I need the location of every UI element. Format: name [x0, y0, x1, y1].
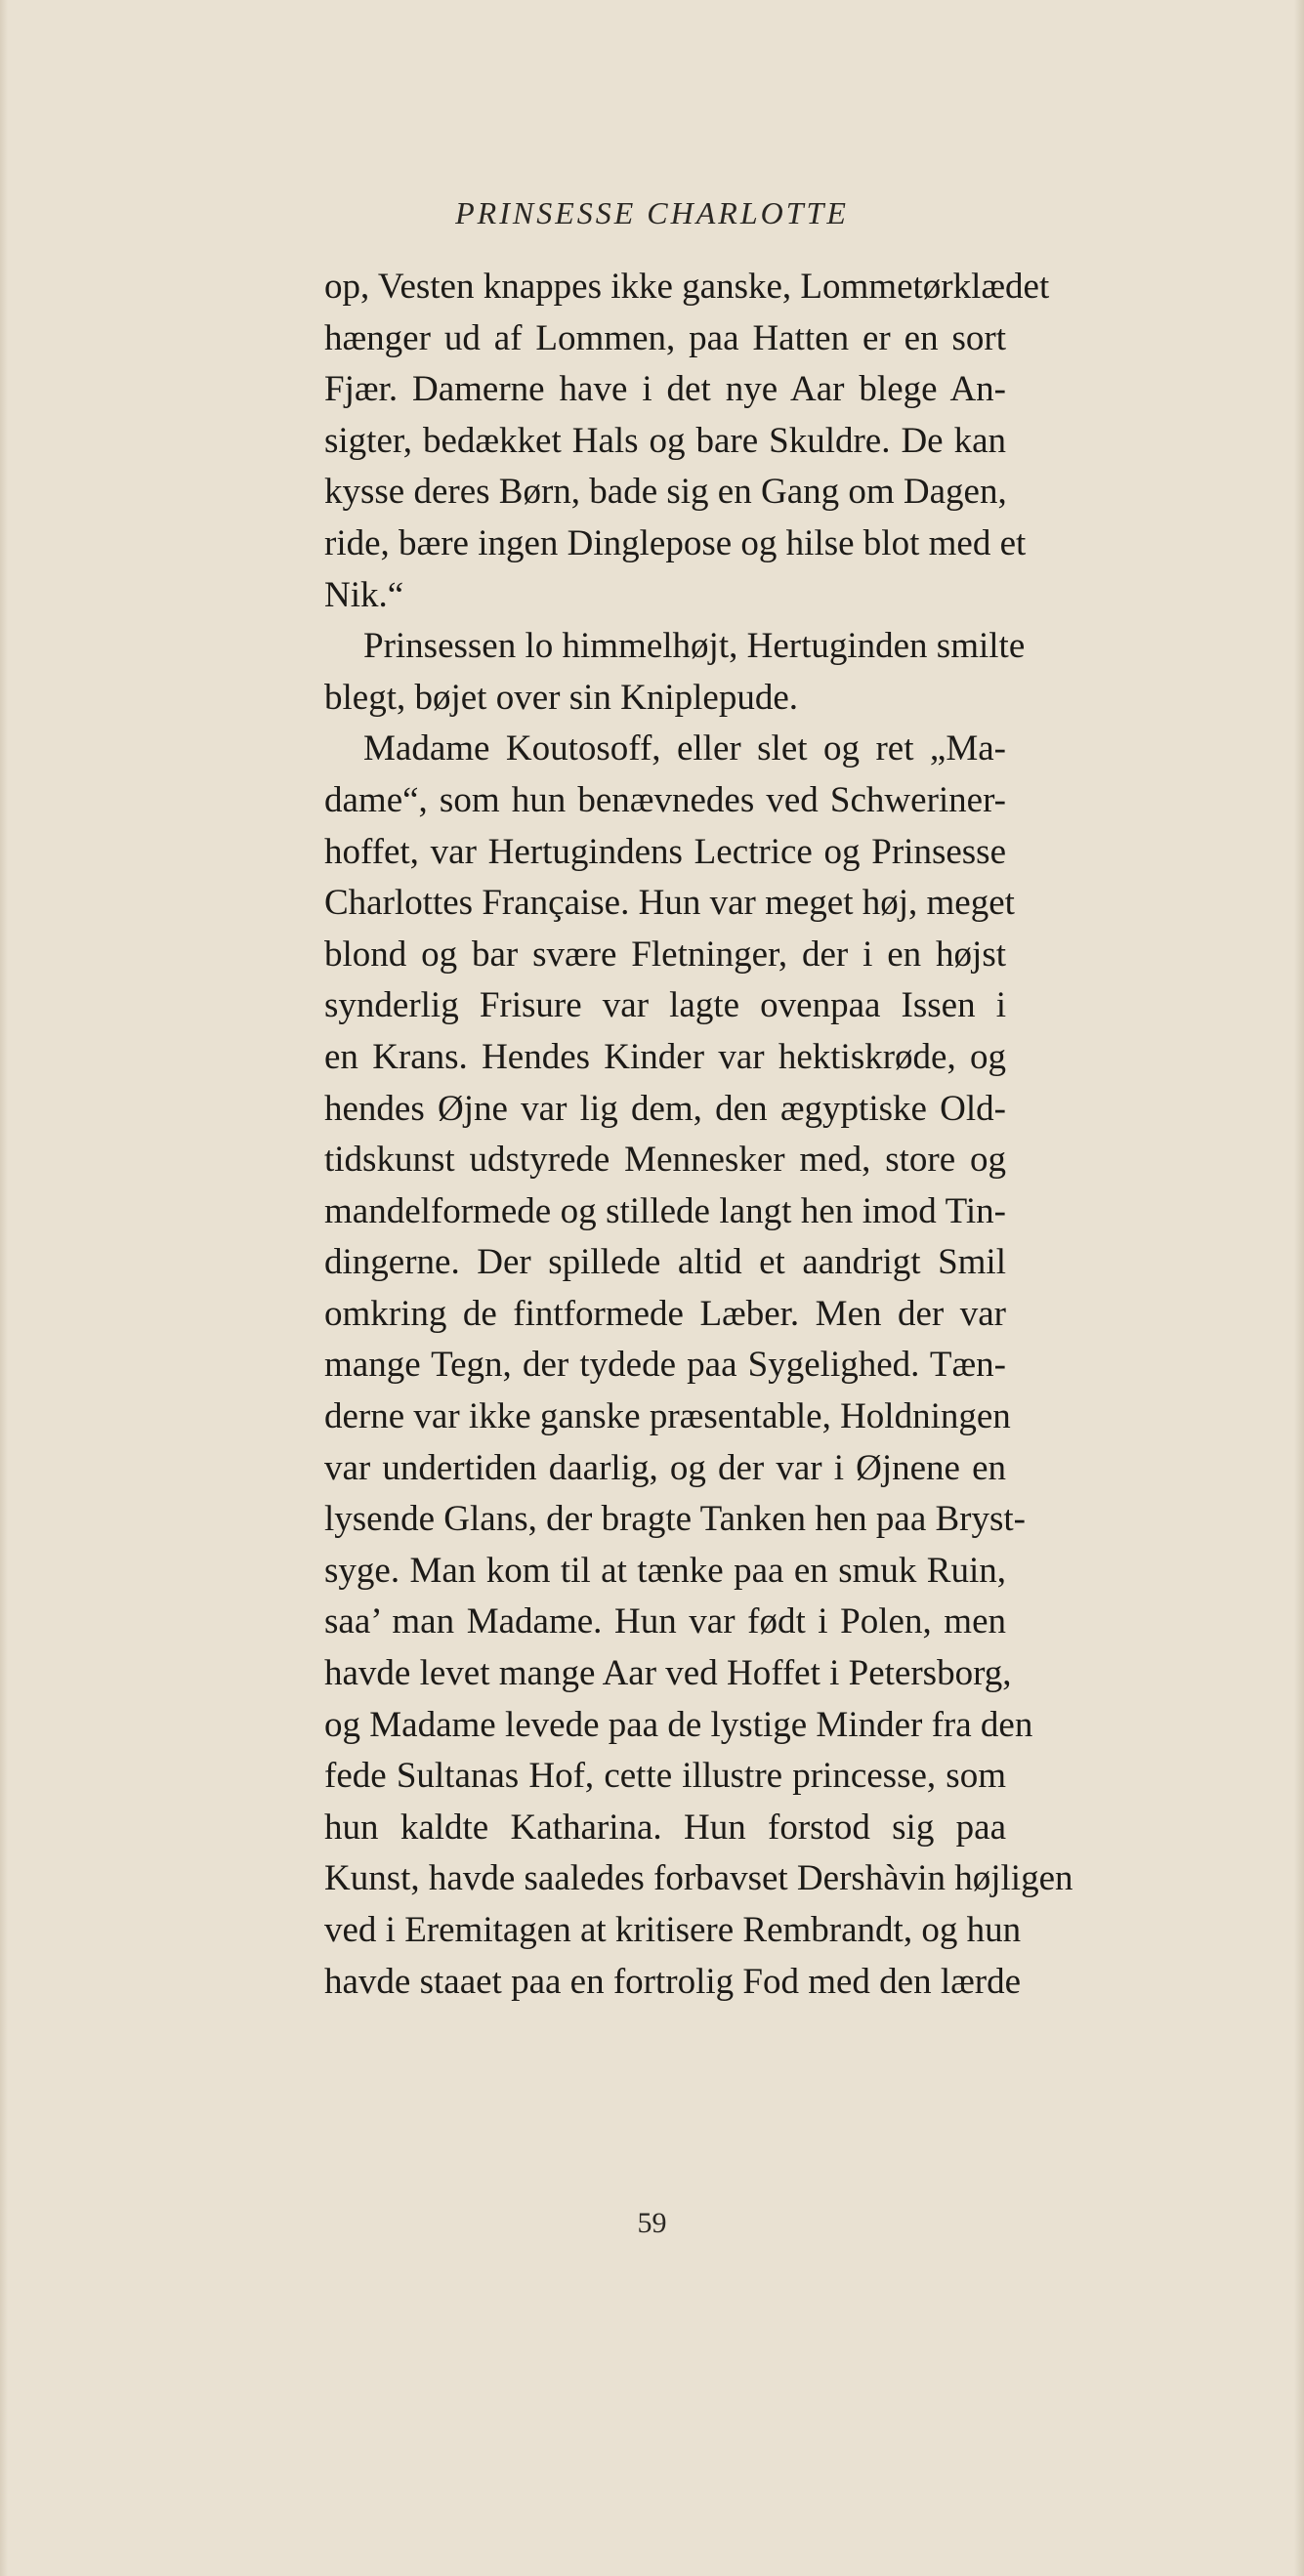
text-line: hænger ud af Lommen, paa Hatten er en sort: [324, 317, 1006, 358]
text-line: Prinsessen lo himmelhøjt, Hertuginden smilte: [363, 626, 1026, 667]
text-line: og Madame levede paa de lystige Minder fra den: [324, 1704, 1033, 1745]
page-edge-right: [1294, 0, 1304, 2576]
text-line: hun kaldte Katharina. Hun forstod sig paa: [324, 1807, 1006, 1848]
text-line: havde levet mange Aar ved Hoffet i Petersborg,: [324, 1653, 1012, 1694]
text-line: ved i Eremitagen at kritisere Rembrandt, og hun: [324, 1910, 1022, 1950]
text-line: syge. Man kom til at tænke paa en smuk Ruin,: [324, 1550, 1006, 1591]
text-line: lysende Glans, der bragte Tanken hen paa Bryst-: [324, 1499, 1026, 1540]
text-line: Kunst, havde saaledes forbavset Dershàvin højligen: [324, 1858, 1073, 1899]
text-line: saa’ man Madame. Hun var født i Polen, men: [324, 1601, 1006, 1642]
text-line: kysse deres Børn, bade sig en Gang om Dagen,: [324, 472, 1007, 513]
text-line: blegt, bøjet over sin Kniplepude.: [324, 677, 799, 718]
text-line: en Krans. Hendes Kinder var hektiskrøde, og: [324, 1036, 1006, 1077]
text-line: op, Vesten knappes ikke ganske, Lommetørklædet: [324, 267, 1050, 307]
text-line: derne var ikke ganske præsentable, Holdningen: [324, 1396, 1011, 1437]
text-line: var undertiden daarlig, og der var i Øjnene en: [324, 1447, 1006, 1488]
text-line: synderlig Frisure var lagte ovenpaa Issen i: [324, 985, 1006, 1026]
body-text: [324, 262, 1073, 2008]
page-number: 59: [637, 2207, 667, 2239]
text-line: hoffet, var Hertugindens Lectrice og Prinsesse: [324, 831, 1006, 872]
text-line: mandelformede og stillede langt hen imod Tin-: [324, 1190, 1006, 1231]
text-line: ride, bære ingen Dinglepose og hilse blot med et: [324, 522, 1027, 563]
running-head: PRINSESSE CHARLOTTE: [455, 195, 849, 230]
text-line: Nik.“: [324, 574, 404, 615]
text-line: dame“, som hun benævnedes ved Schweriner-: [324, 779, 1006, 820]
page-edge-left: [0, 0, 8, 2576]
text-line: blond og bar svære Fletninger, der i en højst: [324, 934, 1006, 975]
text-line: sigter, bedækket Hals og bare Skuldre. De kan: [324, 420, 1006, 461]
text-line: Charlottes Française. Hun var meget høj, meget: [324, 883, 1015, 924]
text-line: fede Sultanas Hof, cette illustre princesse, som: [324, 1756, 1006, 1797]
text-line: havde staaet paa en fortrolig Fod med den lærde: [324, 1961, 1022, 2002]
text-line: hendes Øjne var lig dem, den ægyptiske Old-: [324, 1088, 1006, 1129]
text-line: Fjær. Damerne have i det nye Aar blege An-: [324, 369, 1006, 410]
text-line: omkring de fintformede Læber. Men der var: [324, 1293, 1006, 1334]
text-line: tidskunst udstyrede Mennesker med, store og: [324, 1140, 1006, 1181]
text-line: mange Tegn, der tydede paa Sygelighed. Tæn-: [324, 1345, 1006, 1386]
text-line: Madame Koutosoff, eller slet og ret „Ma-: [363, 728, 1006, 769]
text-line: dingerne. Der spillede altid et aandrigt Smil: [324, 1242, 1006, 1283]
